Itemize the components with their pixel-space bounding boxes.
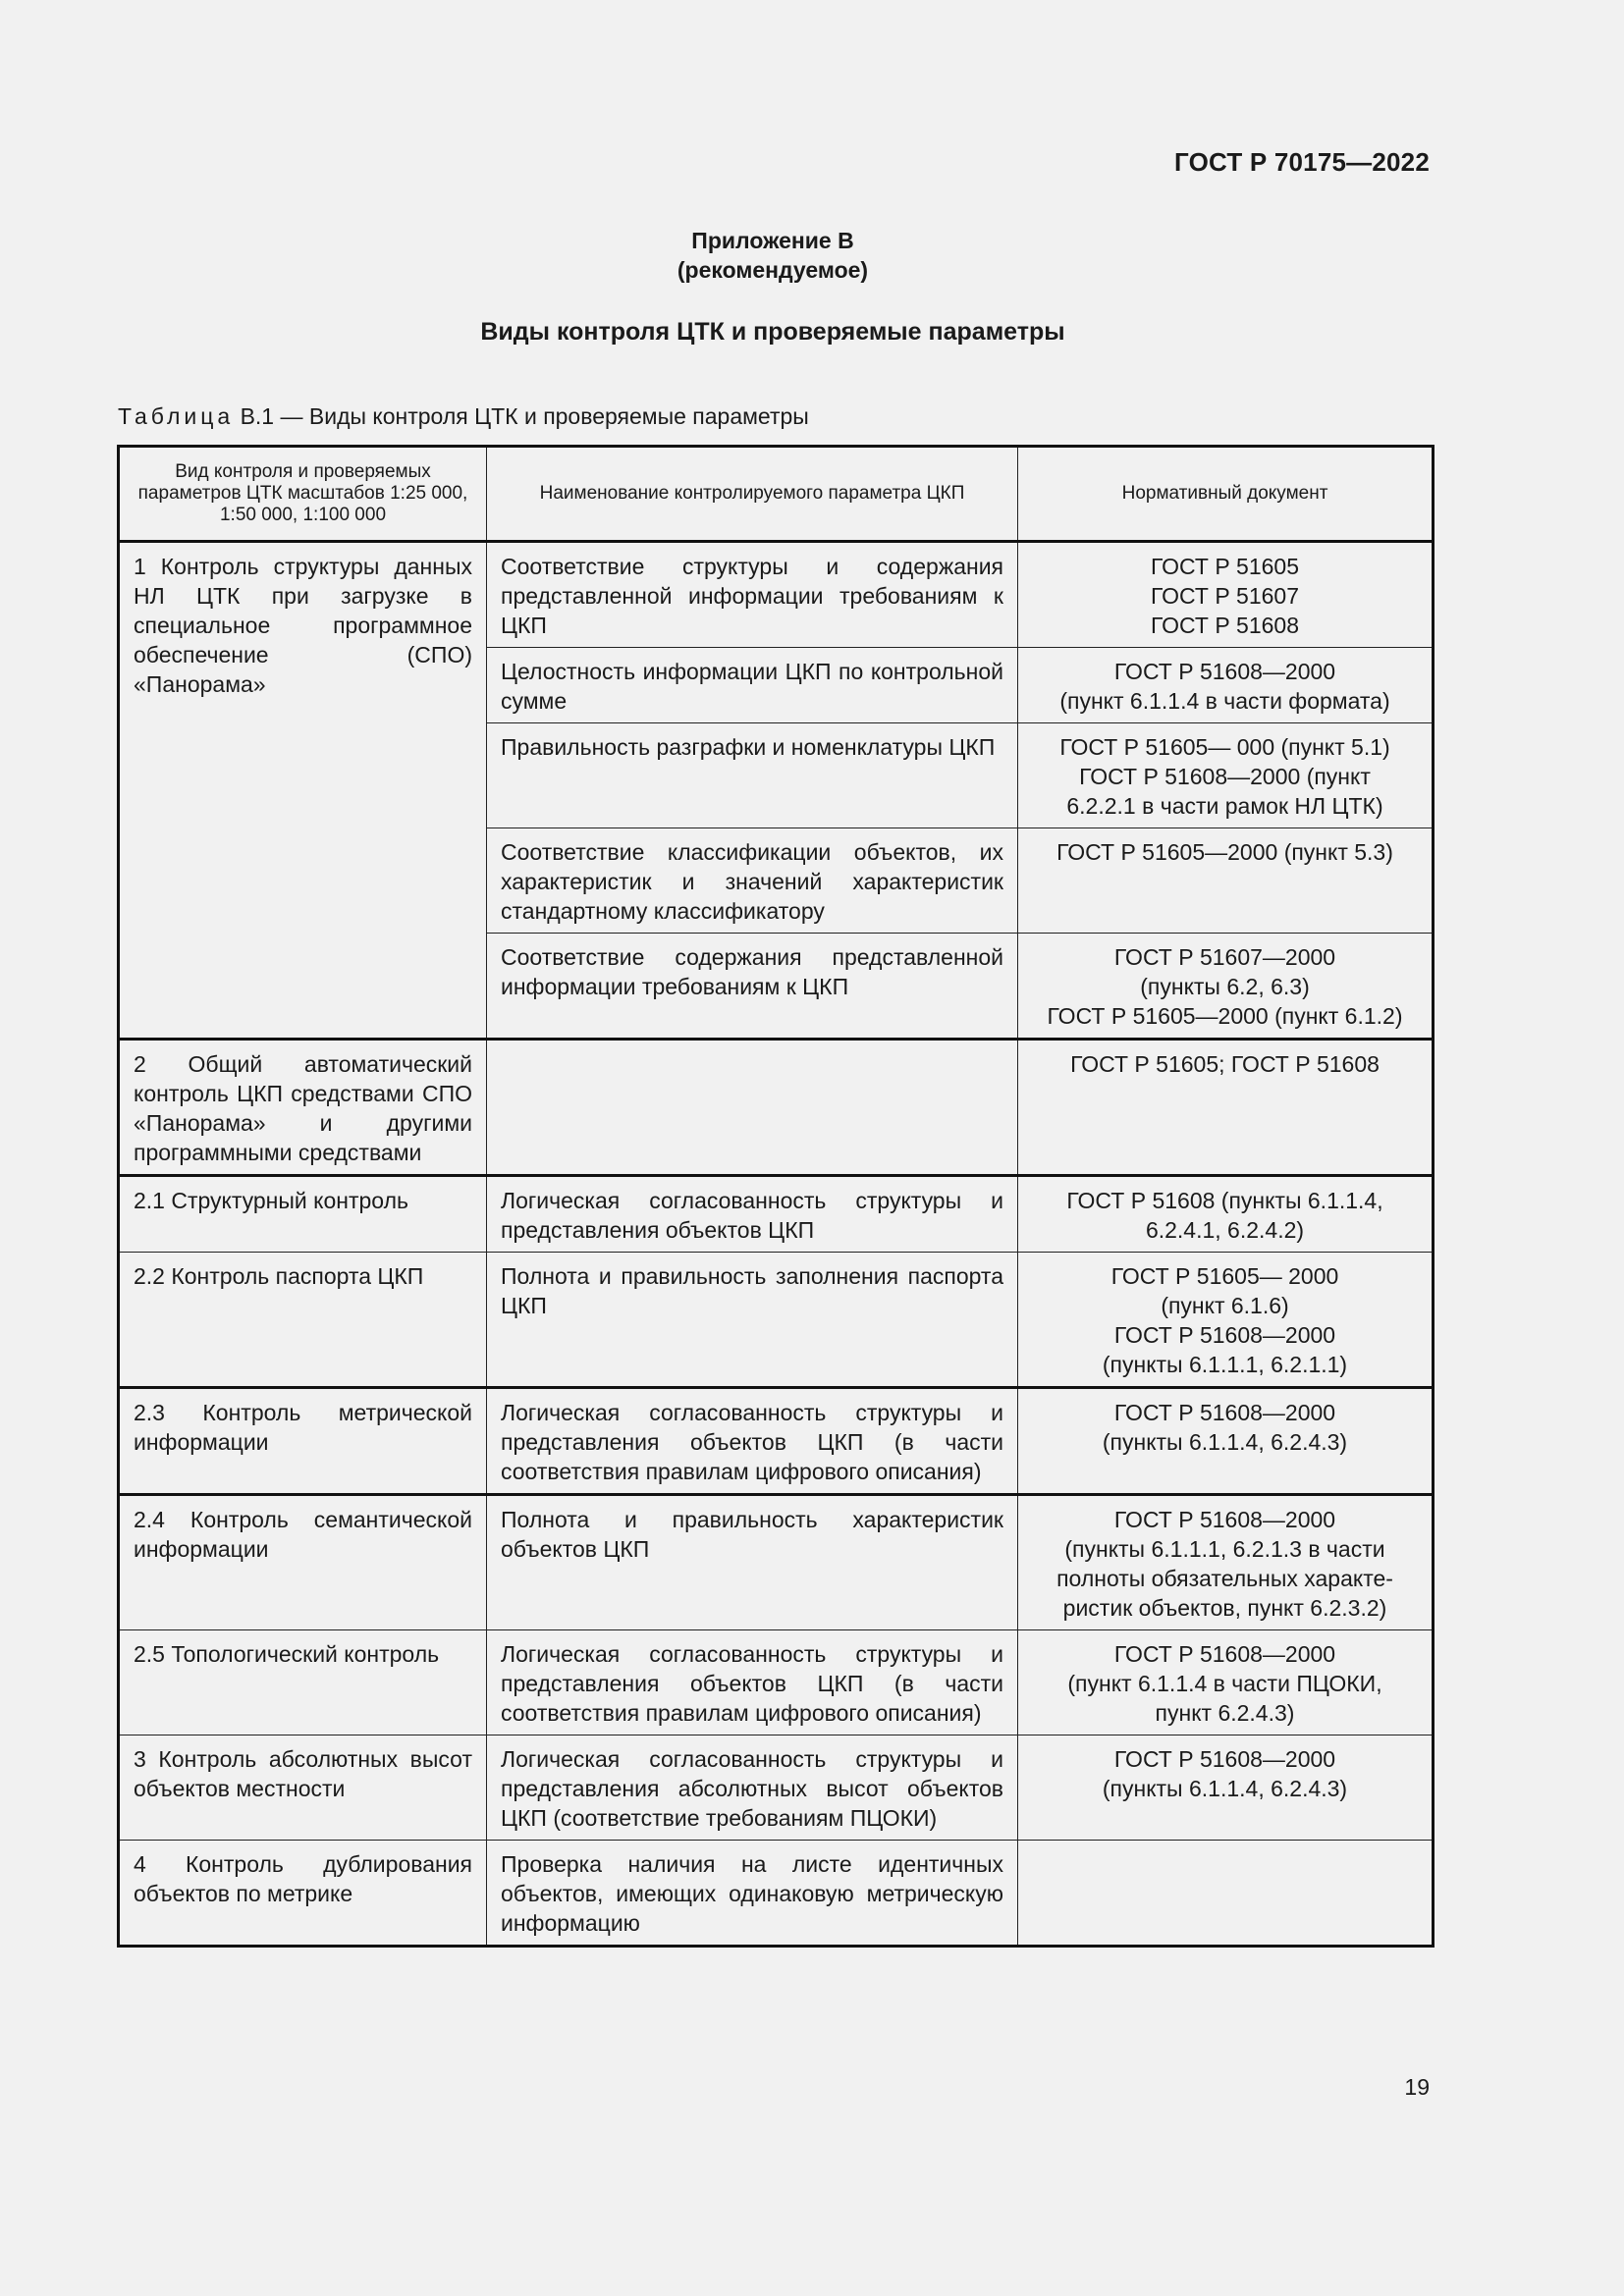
document-reference-line: ГОСТ Р 51605 [1150,554,1300,579]
normative-document-cell [1018,1495,1434,1630]
control-kind-cell: 3 Контроль абсолютных высот объектов местности [119,1735,487,1841]
document-reference-line: (пункт 6.1.1.4 в части ПЦОКИ, [1067,1671,1382,1696]
table-header [119,447,1434,542]
header-normative-document: Нормативный документ [1018,447,1434,542]
normative-document-cell [1018,1388,1434,1495]
document-reference-line: ГОСТ Р 51608—2000 [1113,1641,1336,1667]
table-row [119,1495,1434,1630]
normative-document-cell [1018,1735,1434,1841]
normative-document-cell [1018,1253,1434,1388]
normative-document-cell [1018,1841,1434,1947]
document-reference-line: (пункты 6.1.1.4, 6.2.4.3) [1102,1429,1348,1455]
document-reference-line: (пункт 6.1.1.4 в части формата) [1059,688,1390,714]
table-row [119,1630,1434,1735]
table-row [119,1841,1434,1947]
document-code: ГОСТ Р 70175—2022 [1174,147,1430,177]
table-row [119,1176,1434,1253]
parameter-cell: Соответствие структуры и содержания представленной информации требованиям к ЦКП [487,542,1018,648]
document-reference-line: 6.2.2.1 в части рамок НЛ ЦТК) [1066,793,1383,819]
document-reference-line: ГОСТ Р 51608 [1150,613,1300,638]
document-reference-line: (пункт 6.1.6) [1161,1293,1289,1318]
control-kind-cell: 2.2 Контроль паспорта ЦКП [119,1253,487,1388]
document-reference-line: ГОСТ Р 51608—2000 [1113,1507,1336,1532]
document-reference-line: ГОСТ Р 51608—2000 [1113,1746,1336,1772]
control-types-table [117,445,1435,1948]
parameter-cell: Соответствие классификации объектов, их характеристик и значений характеристик стандартному классификатору [487,828,1018,934]
parameter-cell: Соответствие содержания представленной информации требованиям к ЦКП [487,934,1018,1040]
document-reference-line: ГОСТ Р 51608—2000 [1113,1322,1336,1348]
document-reference-line: ГОСТ Р 51608—2000 [1113,659,1336,684]
page-number: 19 [1404,2074,1430,2100]
parameter-cell: Полнота и правильность характеристик объектов ЦКП [487,1495,1018,1630]
table-row [119,1040,1434,1176]
normative-document-cell [1018,648,1434,723]
parameter-cell: Логическая согласованность структуры и представления объектов ЦКП (в части соответствия правилам цифрового описания) [487,1388,1018,1495]
document-reference-line: (пункты 6.1.1.1, 6.2.1.3 в части [1064,1536,1385,1562]
table-caption-text: В.1 — Виды контроля ЦТК и проверяемые параметры [234,403,809,429]
header-control-kind: Вид контроля и проверяемых параметров ЦТК масштабов 1:25 000, 1:50 000, 1:100 000 [119,447,487,542]
document-reference-line: ГОСТ Р 51607 [1150,583,1300,609]
control-kind-cell: 2.3 Контроль метрической информации [119,1388,487,1495]
parameter-cell: Целостность информации ЦКП по контрольной сумме [487,648,1018,723]
table-row [119,1388,1434,1495]
document-reference-line: (пункты 6.2, 6.3) [1140,974,1310,999]
parameter-cell: Правильность разграфки и номенклатуры ЦКП [487,723,1018,828]
normative-document-cell [1018,1040,1434,1176]
appendix-title [0,226,1545,285]
table-body [119,542,1434,1947]
document-reference-line: ГОСТ Р 51608 (пункты 6.1.1.4, [1066,1188,1383,1213]
document-reference-line: ГОСТ Р 51605— 2000 [1110,1263,1339,1289]
appendix-label: Приложение В [691,228,854,253]
normative-document-cell [1018,1630,1434,1735]
document-reference-line: ГОСТ Р 51605; ГОСТ Р 51608 [1070,1051,1380,1077]
table-row [119,1253,1434,1388]
appendix-status: (рекомендуемое) [677,257,869,283]
parameter-cell: Логическая согласованность структуры и представления абсолютных высот объектов ЦКП (соответствие требованиям ПЦОКИ) [487,1735,1018,1841]
control-kind-cell: 2.1 Структурный контроль [119,1176,487,1253]
parameter-cell: Полнота и правильность заполнения паспорта ЦКП [487,1253,1018,1388]
document-reference-line: пункт 6.2.4.3) [1155,1700,1295,1726]
document-reference-line: ГОСТ Р 51605— 000 (пункт 5.1) [1059,734,1390,760]
table-header-row [119,447,1434,542]
parameter-cell: Логическая согласованность структуры и представления объектов ЦКП (в части соответствия правилам цифрового описания) [487,1630,1018,1735]
normative-document-cell [1018,1176,1434,1253]
document-reference-line: ристик объектов, пункт 6.2.3.2) [1062,1595,1387,1621]
normative-document-cell [1018,828,1434,934]
parameter-cell [487,1040,1018,1176]
document-reference-line: ГОСТ Р 51605—2000 (пункт 6.1.2) [1047,1003,1403,1029]
control-kind-cell: 2.4 Контроль семантической информации [119,1495,487,1630]
document-reference-line: ГОСТ Р 51607—2000 [1113,944,1336,970]
control-kind-cell: 2.5 Топологический контроль [119,1630,487,1735]
table-row [119,542,1434,648]
table-row [119,1735,1434,1841]
document-reference-line: ГОСТ Р 51608—2000 (пункт [1079,764,1371,789]
control-kind-cell: 4 Контроль дублирования объектов по метрике [119,1841,487,1947]
normative-document-cell [1018,934,1434,1040]
document-reference-line: 6.2.4.1, 6.2.4.2) [1145,1217,1305,1243]
section-heading: Виды контроля ЦТК и проверяемые параметры [480,318,1065,346]
control-kind-cell: 1 Контроль структуры данных НЛ ЦТК при загрузке в специальное программное обеспечение (СПО) «Панорама» [119,542,487,1040]
control-kind-cell: 2 Общий автоматический контроль ЦКП средствами СПО «Панорама» и другими программными средствами [119,1040,487,1176]
document-reference-line: полноты обязательных характе- [1056,1566,1393,1591]
document-reference-line: ГОСТ Р 51608—2000 [1113,1400,1336,1425]
parameter-cell: Проверка наличия на листе идентичных объектов, имеющих одинаковую метрическую информацию [487,1841,1018,1947]
normative-document-cell [1018,542,1434,648]
document-reference-line: (пункты 6.1.1.1, 6.2.1.1) [1102,1352,1348,1377]
header-parameter: Наименование контролируемого параметра ЦКП [487,447,1018,542]
normative-document-cell [1018,723,1434,828]
document-reference-line: ГОСТ Р 51605—2000 (пункт 5.3) [1056,839,1393,865]
table-caption-label: Таблица [118,403,235,429]
parameter-cell: Логическая согласованность структуры и представления объектов ЦКП [487,1176,1018,1253]
document-reference-line: (пункты 6.1.1.4, 6.2.4.3) [1102,1776,1348,1801]
table-caption [118,403,809,430]
